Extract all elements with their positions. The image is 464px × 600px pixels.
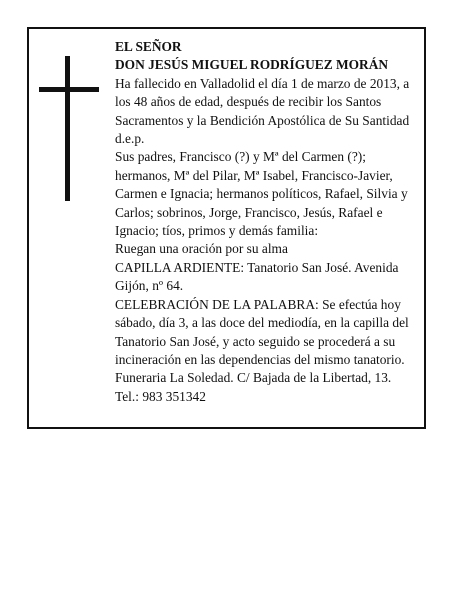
cross-vertical-bar bbox=[65, 56, 70, 201]
phone-number: Tel.: 983 351342 bbox=[115, 388, 206, 404]
chapel-info: CAPILLA ARDIENTE: Tanatorio San José. Avenida Gijón, nº 64. bbox=[115, 259, 399, 294]
notice-text bbox=[115, 38, 417, 406]
obituary-notice bbox=[27, 27, 426, 429]
cross-horizontal-bar bbox=[39, 87, 99, 92]
ceremony-info: CELEBRACIÓN DE LA PALABRA: Se efectúa hoy sábado, día 3, a las doce del mediodía, en la capilla del Tanatorio San José, y acto seguido se procederá a su incineración en las dependencias del mismo tanatorio. bbox=[115, 296, 409, 367]
funeral-home-info: Funeraria La Soledad. C/ Bajada de la Libertad, 13. bbox=[115, 370, 392, 386]
family-list: Sus padres, Francisco (?) y Mª del Carmen (?); hermanos, Mª del Pilar, Mª Isabel, Francisco-Javier, Carmen e Ignacia; hermanos políticos, Rafael, Silvia y Carlos; sobrinos, Jorge, Francisco, Jesús, Rafael e Ignacio; tíos, primos y demás familia: bbox=[115, 149, 408, 239]
cross-icon bbox=[39, 56, 99, 201]
notice-title-line1: EL SEÑOR bbox=[115, 39, 182, 54]
deceased-name: DON JESÚS MIGUEL RODRÍGUEZ MORÁN bbox=[115, 57, 389, 73]
death-announcement: Ha fallecido en Valladolid el día 1 de marzo de 2013, a los 48 años de edad, después de recibir los Santos Sacramentos y la Bendición Apostólica de Su Santidad d.e.p. bbox=[115, 75, 410, 147]
prayer-request: Ruegan una oración por su alma bbox=[115, 241, 288, 257]
